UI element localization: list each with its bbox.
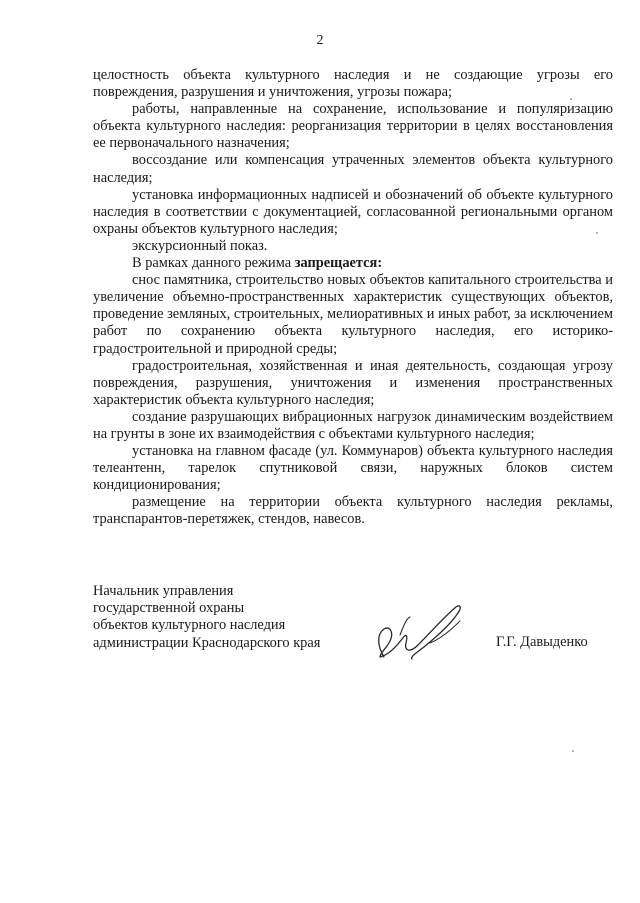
paragraph: установка на главном фасаде (ул. Коммунаров) объекта культурного наследия телеантенн, тарелок спутниковой связи, наружных блоков систем кондиционирования; [93, 443, 613, 494]
signature-block [93, 583, 613, 652]
paragraph: создание разрушающих вибрационных нагрузок динамическим воздействием на грунты в зоне их взаимодействия с объектами культурного наследия; [93, 408, 613, 442]
handwritten-signature [370, 595, 470, 667]
signatory-title-line: объектов культурного наследия [93, 617, 286, 634]
paragraph: снос памятника, строительство новых объектов капитального строительства и увеличение объемно-пространственных характеристик существующих объектов, проведение земляных, строительных, мелиоративных и иных работ, за исключением работ по сохранению объекта культурного наследия, его историко-градостроительной и природной среды; [93, 272, 613, 357]
scan-speck [572, 750, 574, 752]
regime-heading [93, 255, 613, 272]
signatory-title-line: Начальник управления [93, 583, 234, 599]
scan-speck [596, 232, 598, 234]
scan-speck [570, 98, 572, 100]
signatory-name: Г.Г. Давыденко [496, 634, 588, 650]
paragraph: градостроительная, хозяйственная и иная деятельность, создающая угрозу повреждения, разрушения, уничтожения и изменения пространственных характеристик объекта культурного наследия; [93, 357, 613, 408]
paragraph: целостность объекта культурного наследия и не создающие угрозы его повреждения, разрушения и уничтожения, угрозы пожара; [93, 67, 613, 101]
regime-lead: В рамках данного режима [132, 255, 295, 272]
paragraph: размещение на территории объекта культурного наследия рекламы, транспарантов-перетяжек, стендов, навесов. [93, 494, 613, 528]
paragraph: экскурсионный показ. [132, 237, 268, 254]
document-body [93, 67, 613, 529]
signatory-title-line: государственной охраны [93, 600, 245, 617]
page-number: 2 [316, 33, 324, 48]
paragraph: воссоздание или компенсация утраченных элементов объекта культурного наследия; [93, 152, 613, 186]
regime-prohibited-label: запрещается: [294, 255, 383, 272]
paragraph: работы, направленные на сохранение, использование и популяризацию объекта культурного наследия: реорганизация территории в целях восстановления ее первоначального назначения; [93, 101, 613, 152]
paragraph: установка информационных надписей и обозначений об объекте культурного наследия в соответствии с документацией, согласованной региональными органом охраны объектов культурного наследия; [93, 186, 613, 237]
signatory-title-line: администрации Краснодарского края [93, 634, 321, 651]
